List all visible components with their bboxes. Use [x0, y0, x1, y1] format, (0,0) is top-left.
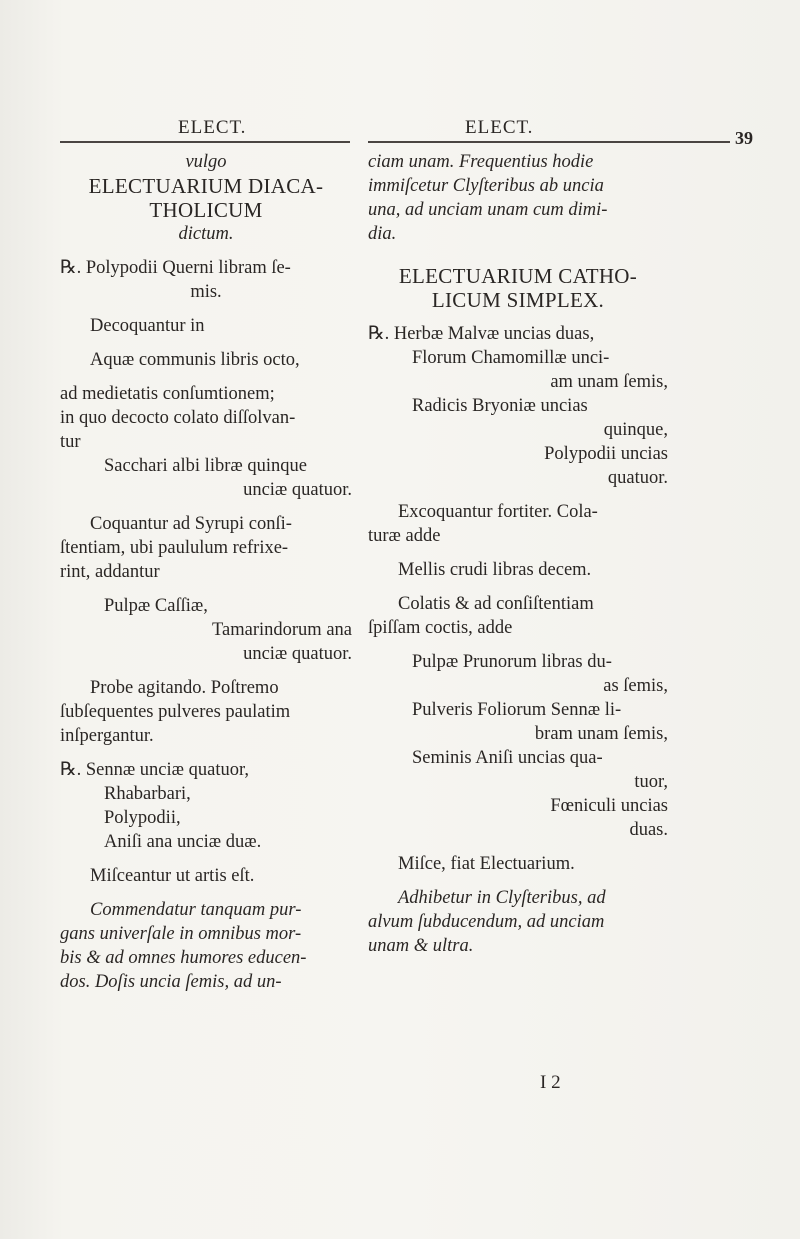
text-line: alvum ſubducendum, ad unciam [368, 912, 605, 932]
text-line: ciam unam. Frequentius hodie [368, 152, 594, 172]
text-line: Rhabarbari, [104, 784, 191, 804]
text-line: Decoquantur in [90, 316, 205, 336]
text-line: vulgo [185, 152, 227, 172]
paragraph-spacer [368, 582, 668, 592]
text-line: Tamarindorum ana [212, 620, 352, 640]
text-line: ſubſequentes pulveres paulatim [60, 702, 291, 722]
header-rule-left [60, 141, 350, 143]
signature-mark: I 2 [540, 1072, 561, 1093]
text-line: Miſce, fiat Electuarium. [398, 854, 575, 874]
paragraph-spacer [60, 338, 352, 348]
running-header-left: ELECT. [178, 117, 247, 138]
text-line: Seminis Aniſi uncias qua- [412, 748, 603, 768]
text-line: Adhibetur in Clyſteribus, ad [398, 888, 606, 908]
text-line: Pulpæ Caſſiæ, [104, 596, 208, 616]
text-line: ELECTUARIUM CATHO- [398, 264, 638, 288]
text-line: mis. [190, 282, 222, 302]
text-line: in quo decocto colato diſſolvan- [60, 408, 296, 428]
text-line: quatuor. [607, 468, 668, 488]
page-number: 39 [735, 128, 753, 148]
text-line: unciæ quatuor. [243, 644, 352, 664]
text-line: ſpiſſam coctis, adde [368, 618, 513, 638]
text-line: dia. [368, 224, 397, 244]
text-line: bram unam ſemis, [534, 724, 668, 744]
text-line: dos. Doſis uncia ſemis, ad un- [60, 972, 282, 992]
paragraph-spacer [60, 666, 352, 676]
text-line: Colatis & ad conſiſtentiam [398, 594, 594, 614]
text-line: bis & ad omnes humores educen- [60, 948, 307, 968]
header-rule-right [368, 141, 730, 143]
text-line: Radicis Bryoniæ uncias [412, 396, 588, 416]
running-header-right: ELECT. [465, 117, 534, 138]
text-line: Polypodii uncias [544, 444, 668, 464]
text-line: duas. [629, 820, 668, 840]
text-line: Polypodii, [104, 808, 181, 828]
text-line: una, ad unciam unam cum dimi- [368, 200, 608, 220]
text-line: Probe agitando. Poſtremo [90, 678, 279, 698]
text-line: immiſcetur Clyſteribus ab uncia [368, 176, 604, 196]
text-line: ſtentiam, ubi paululum refrixe- [60, 538, 289, 558]
paragraph-spacer [368, 640, 668, 650]
text-line: ℞. Polypodii Querni libram ſe- [60, 258, 291, 278]
text-line: Florum Chamomillæ unci- [412, 348, 610, 368]
text-line: gans univerſale in omnibus mor- [60, 924, 302, 944]
left-column [60, 150, 352, 994]
paragraph-spacer [368, 842, 668, 852]
paragraph-spacer [60, 502, 352, 512]
paragraph-spacer [60, 304, 352, 314]
text-line: inſpergantur. [60, 726, 154, 746]
text-line: quinque, [603, 420, 668, 440]
text-line: dictum. [178, 224, 234, 244]
text-line: rint, addantur [60, 562, 160, 582]
paragraph-spacer [60, 372, 352, 382]
text-line: THOLICUM [149, 198, 263, 222]
text-line: Miſceantur ut artis eſt. [90, 866, 255, 886]
text-line: LICUM SIMPLEX. [431, 288, 605, 312]
text-line: am unam ſemis, [550, 372, 668, 392]
text-line: as ſemis, [603, 676, 668, 696]
text-line: ℞. Herbæ Malvæ uncias duas, [368, 324, 595, 344]
text-line: Sacchari albi libræ quinque [104, 456, 307, 476]
text-line: turæ adde [368, 526, 441, 546]
text-line: Aquæ communis libris octo, [90, 350, 300, 370]
paragraph-spacer [368, 876, 668, 886]
text-line: Commendatur tanquam pur- [90, 900, 302, 920]
paragraph-spacer [60, 748, 352, 758]
text-line: unciæ quatuor. [243, 480, 352, 500]
text-line: Fœniculi uncias [550, 796, 668, 816]
text-line: ad medietatis conſumtionem; [60, 384, 275, 404]
text-line: Pulpæ Prunorum libras du- [412, 652, 612, 672]
text-line: unam & ultra. [368, 936, 474, 956]
text-line: Mellis crudi libras decem. [398, 560, 592, 580]
text-line: ELECTUARIUM DIACA- [88, 174, 324, 198]
paragraph-spacer [60, 584, 352, 594]
paragraph-spacer [60, 246, 352, 256]
paragraph-spacer [368, 246, 668, 264]
text-line: Pulveris Foliorum Sennæ li- [412, 700, 622, 720]
text-line: ℞. Sennæ unciæ quatuor, [60, 760, 250, 780]
paragraph-spacer [60, 854, 352, 864]
text-line: Aniſi ana unciæ duæ. [104, 832, 262, 852]
text-line: tuor, [634, 772, 668, 792]
text-line: tur [60, 432, 81, 452]
paragraph-spacer [60, 888, 352, 898]
right-column [368, 150, 668, 958]
text-line: Excoquantur fortiter. Cola- [398, 502, 598, 522]
paragraph-spacer [368, 548, 668, 558]
text-line: Coquantur ad Syrupi conſi- [90, 514, 292, 534]
paragraph-spacer [368, 490, 668, 500]
paragraph-spacer [368, 312, 668, 322]
